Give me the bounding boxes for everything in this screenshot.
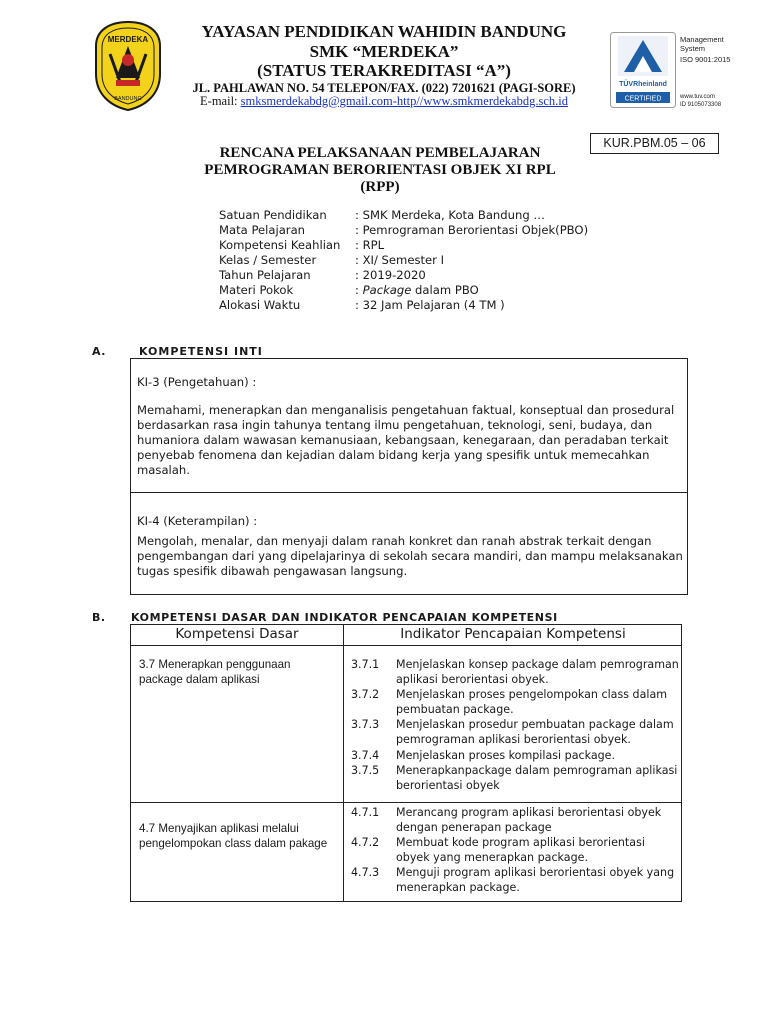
ki4-label: KI-4 (Keterampilan) : (137, 514, 258, 528)
school-address: JL. PAHLAWAN NO. 54 TELEPON/FAX. (022) 7201621 (PAGI-SORE) (192, 81, 576, 95)
indicator-row: 4.7.2 Membuat kode program aplikasi berorientasi obyek yang menerapkan package. (351, 836, 645, 865)
document-title-line-1: RENCANA PELAKSANAAN PEMBELAJARAN (219, 145, 541, 161)
section-a-title: KOMPETENSI INTI (139, 345, 263, 358)
section-b-title: KOMPETENSI DASAR DAN INDIKATOR PENCAPAIAN KOMPETENSI (131, 611, 558, 624)
kd-4-7: 4.7 Menyajikan aplikasi melalui pengelompokan class dalam pakage (139, 822, 328, 851)
tuv-certification-logo (610, 32, 676, 108)
ki3-text: Memahami, menerapkan dan menganalisis pengetahuan faktual, konseptual dan prosedural berdasarkan rasa ingin tahunya tentang ilmu pengetahuan, teknologi, seni, budaya, dan humaniora dalam wawasan kemanusiaan, kebangsaan, kenegaraan, dan peradaban terkait penyebab fenomena dan kejadian dalam bidang kerja yang spesifik untuk memecahkan masalah. (137, 403, 675, 478)
indicator-row: 3.7.3 Menjelaskan prosedur pembuatan package dalam pemrograman aplikasi berorientasi obyek. (351, 718, 674, 747)
col-header-basic-competence: Kompetensi Dasar (175, 626, 299, 642)
indicator-list-4-7 (351, 805, 681, 896)
identity-row: Mata Pelajaran : Pemrograman Berorientasi Objek(PBO) (219, 223, 589, 237)
col-header-indicators: Indikator Pencapaian Kompetensi (400, 626, 626, 642)
indicator-row: 3.7.4 Menjelaskan proses kompilasi package. (351, 748, 616, 762)
document-code: KUR.PBM.05 – 06 (590, 133, 719, 154)
identity-row: Tahun Pelajaran : 2019-2020 (219, 268, 426, 282)
cert-line-1: Management (680, 35, 724, 44)
indicator-list-3-7 (351, 657, 681, 793)
table-column-divider (343, 625, 344, 901)
identity-row: Satuan Pendidikan : SMK Merdeka, Kota Bandung … (219, 208, 545, 222)
ki-divider (131, 492, 687, 493)
indicator-row: 4.7.1 Merancang program aplikasi berorientasi obyek dengan penerapan package (351, 806, 662, 835)
cert-line-2: System (680, 44, 706, 53)
identity-row: Alokasi Waktu : 32 Jam Pelajaran (4 TM ) (219, 298, 505, 312)
document-title-line-2: PEMROGRAMAN BERORIENTASI OBJEK XI RPL (204, 162, 556, 178)
document-title-line-3: (RPP) (360, 179, 400, 195)
ki4-text: Mengolah, menalar, dan menyaji dalam ranah konkret dan ranah abstrak terkait dengan pengembangan dari yang dipelajarinya di sekolah secara mandiri, dan mampu melaksanakan tugas spesifik dibawah pengawasan langsung. (137, 534, 683, 579)
identity-row: Kelas / Semester : XI/ Semester I (219, 253, 445, 267)
section-b-letter: B. (92, 611, 106, 624)
cert-line-3: ISO 9001:2015 (680, 55, 731, 64)
foundation-name: YAYASAN PENDIDIKAN WAHIDIN BANDUNG (201, 22, 567, 41)
tuv-brand: TÜVRheinland (619, 81, 667, 88)
email-label: E-mail: (200, 94, 241, 108)
indicator-row: 4.7.3 Menguji program aplikasi berorientasi obyek yang menerapkan package. (351, 866, 675, 895)
identity-block (219, 208, 588, 313)
accreditation-status: (STATUS TERAKREDITASI “A”) (257, 61, 511, 80)
header-divider (131, 645, 681, 646)
certified-badge: CERTIFIED (624, 95, 662, 103)
email-link[interactable]: smksmerdekabdg@gmail.com-http//www.smkmerdekabdg.sch.id (240, 94, 568, 108)
row-divider (131, 802, 681, 803)
indicator-row: 3.7.1 Menjelaskan konsep package dalam pemrograman aplikasi berorientasi obyek. (351, 658, 679, 687)
identity-row: Materi Pokok : Package dalam PBO (219, 283, 479, 297)
competence-table (130, 624, 682, 902)
identity-row: Kompetensi Keahlian : RPL (219, 238, 385, 252)
indicator-row: 3.7.5 Menerapkanpackage dalam pemrograman aplikasi berorientasi obyek (351, 763, 678, 792)
section-a-letter: A. (92, 345, 106, 358)
cert-line-5: ID 9105073308 (680, 102, 722, 108)
cert-line-4: www.tuv.com (680, 94, 715, 100)
ki3-label: KI-3 (Pengetahuan) : (137, 375, 257, 389)
logo-text-top: MERDEKA (107, 35, 149, 44)
core-competence-box (130, 358, 688, 595)
school-name: SMK “MERDEKA” (309, 42, 459, 61)
logo-text-bottom: BANDUNG (114, 96, 142, 102)
kd-3-7: 3.7 Menerapkan penggunaan package dalam aplikasi (139, 658, 291, 687)
indicator-row: 3.7.2 Menjelaskan proses pengelompokan class dalam pembuatan package. (351, 688, 668, 717)
